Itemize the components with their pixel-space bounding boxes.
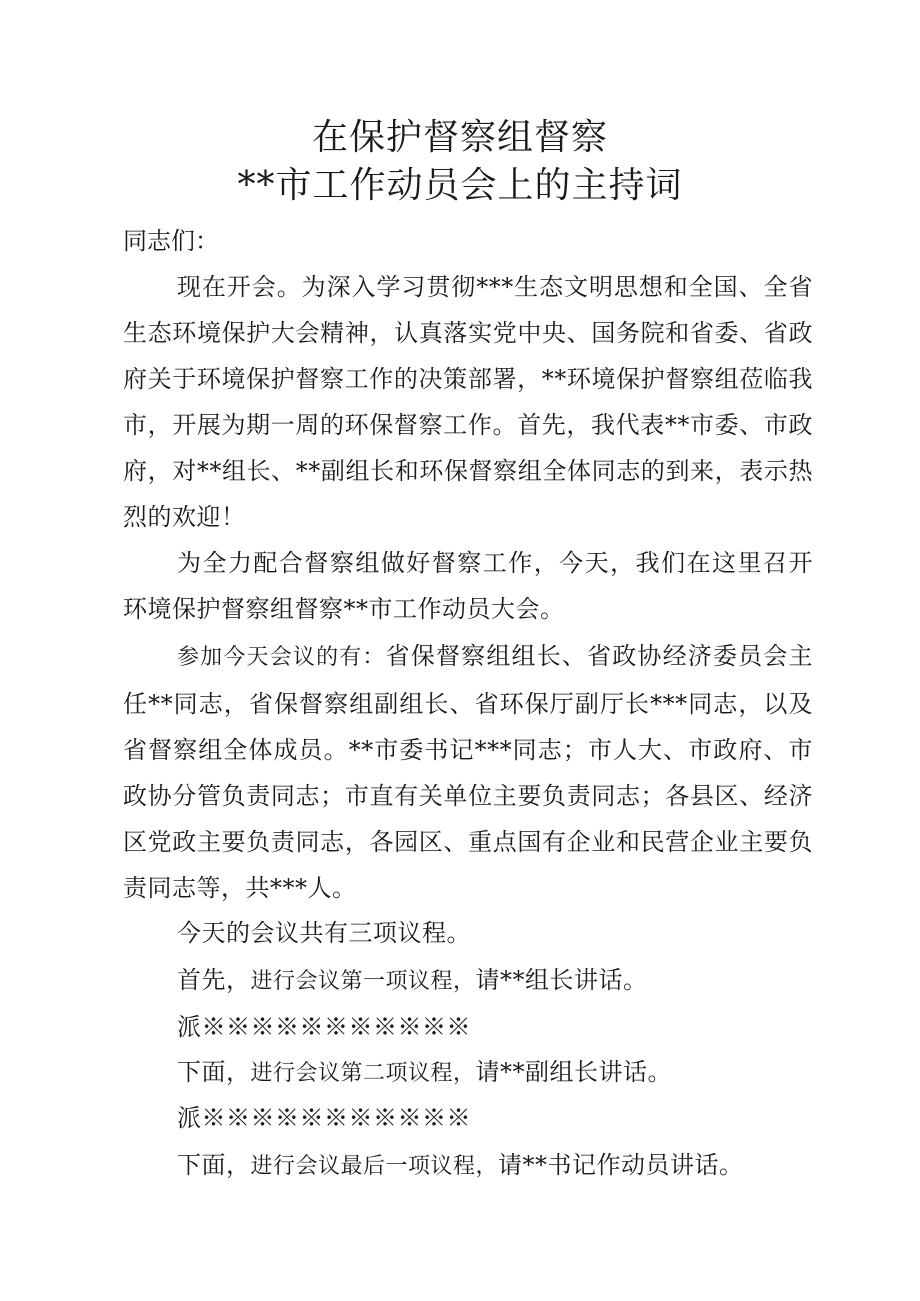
attendees-list: 省保督察组组长、省政协经济委员会主任**同志，省保督察组副组长、省环保厅副厅长***同志，以及省督察组全体成员。**市委书记***同志；市人大、市政府、市政协分管负责同志；市直有关单位主要负责同志；各县区、经济区党政主要负责同志，各园区、重点国有企业和民营企业主要负责同志等，共***人。 [123, 642, 813, 902]
agenda-item-2-prefix: 下面， [177, 1058, 251, 1086]
agenda-item-1-prefix: 首先， [177, 966, 251, 994]
agenda-intro: 今天的会议共有三项议程。 [177, 919, 471, 947]
agenda-item-3 [177, 1148, 744, 1184]
agenda-item-3-speaker: 请**书记作动员讲话。 [498, 1151, 744, 1179]
paragraph-purpose: 为全力配合督察组做好督察工作，今天，我们在这里召开环境保护督察组督察**市工作动员大会。 [123, 549, 813, 623]
agenda-item-3-prefix: 下面， [177, 1151, 251, 1179]
agenda-item-2 [177, 1055, 672, 1091]
agenda-item-2-label: 进行会议第二项议程， [250, 1061, 476, 1086]
paragraph-opening: 现在开会。为深入学习贯彻***生态文明思想和全国、全省生态环境保护大会精神，认真落实党中央、国务院和省委、省政府关于环境保护督察工作的决策部署，**环境保护督察组莅临我市，开展为期一周的环保督察工作。首先，我代表**市委、市政府，对**组长、**副组长和环保督察组全体同志的到来，表示热烈的欢迎！ [123, 273, 813, 531]
agenda-item-2-speaker: 请**副组长讲话。 [475, 1058, 673, 1086]
paragraph-attendees [123, 633, 813, 911]
placeholder-2: 派※※※※※※※※※※※ [177, 1104, 471, 1132]
title-line-2: **市工作动员会上的主持词 [237, 165, 683, 206]
agenda-item-1-label: 进行会议第一项议程， [250, 969, 476, 994]
agenda-item-3-label: 进行会议最后一项议程， [250, 1154, 499, 1179]
agenda-item-1-speaker: 请**组长讲话。 [475, 966, 648, 994]
title-line-1: 在保护督察组督察 [311, 117, 608, 158]
greeting: 同志们： [123, 227, 219, 255]
agenda-item-1 [177, 963, 648, 999]
attendees-lead: 参加今天会议的有： [177, 645, 386, 670]
placeholder-1: 派※※※※※※※※※※※ [177, 1013, 471, 1041]
